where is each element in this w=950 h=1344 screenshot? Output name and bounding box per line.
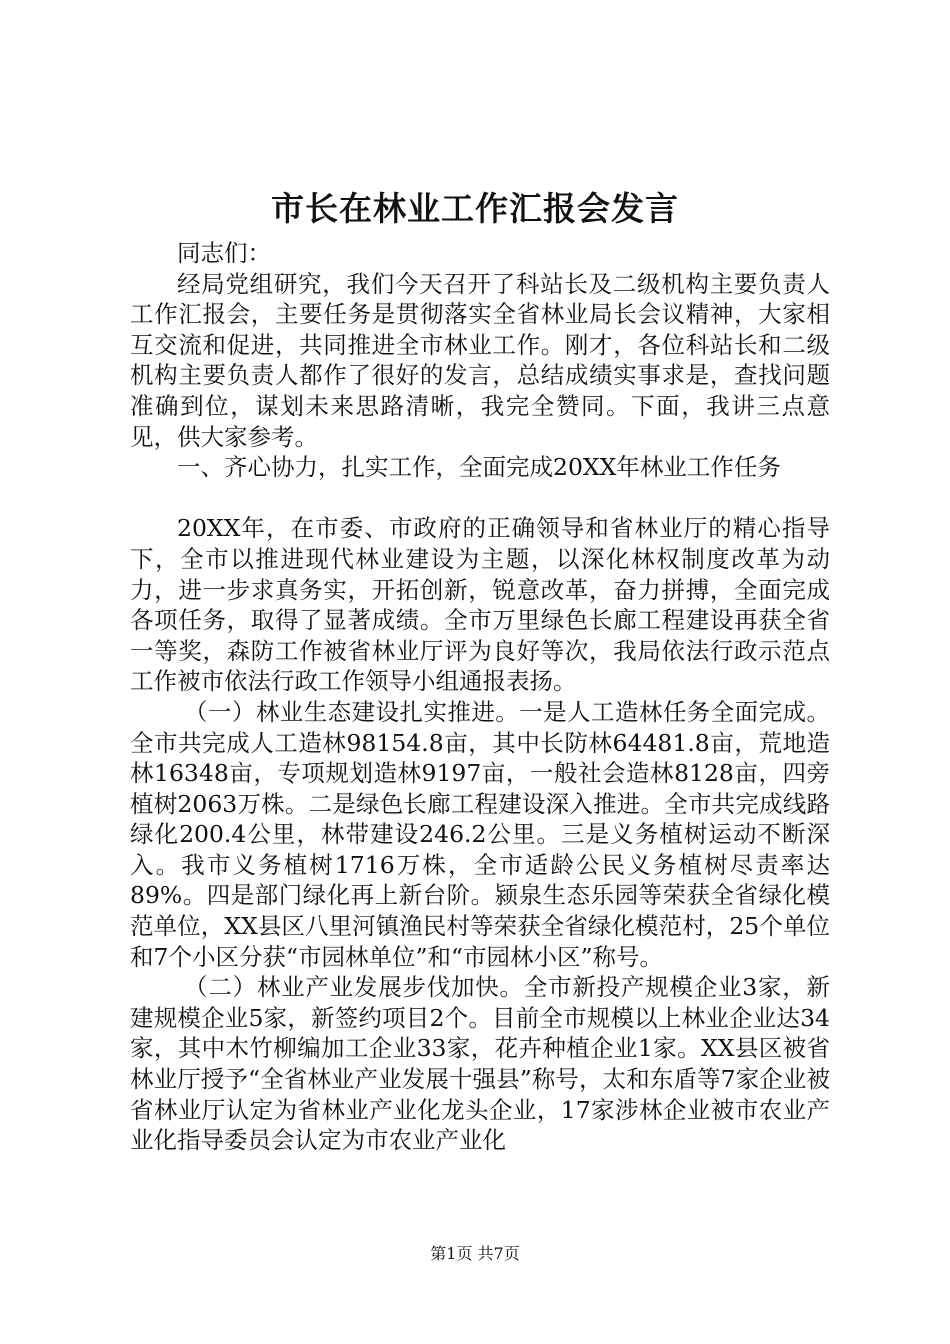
section-heading-1: 一、齐心协力，扎实工作，全面完成20XX年林业工作任务 bbox=[177, 453, 781, 482]
page-number: 第1页 共7页 bbox=[430, 1244, 520, 1263]
document-body bbox=[130, 238, 830, 1156]
paragraph-summary: 20XX年，在市委、市政府的正确领导和省林业厅的精心指导下，全市以推进现代林业建设为主题，以深化林权制度改革为动力，进一步求真务实，开拓创新，锐意改革，奋力拼搏，全面完成各项任务，取得了显著成绩。全市万里绿色长廊工程建设再获全省一等奖，森防工作被省林业厅评为良好等次，我局依法行政示范点工作被市依法行政工作领导小组通报表扬。 bbox=[130, 514, 830, 696]
paragraph-intro: 经局党组研究，我们今天召开了科站长及二级机构主要负责人工作汇报会，主要任务是贯彻落实全省林业局长会议精神，大家相互交流和促进，共同推进全市林业工作。刚才，各位科站长和二级机构主要负责人都作了很好的发言，总结成绩实事求是，查找问题准确到位，谋划未来思路清晰，我完全赞同。下面，我讲三点意见，供大家参考。 bbox=[130, 269, 830, 451]
blank-line bbox=[130, 483, 830, 514]
paragraph-industry: （二）林业产业发展步伐加快。全市新投产规模企业3家，新建规模企业5家，新签约项目2个。目前全市规模以上林业企业达34家，其中木竹柳编加工企业33家，花卉种植企业1家。XX县区被省林业厅授予“全省林业产业发展十强县”称号，太和东盾等7家企业被省林业厅认定为省林业产业化龙头企业，17家涉林企业被市农业产业化指导委员会认定为市农业产业化 bbox=[130, 973, 830, 1155]
paragraph-ecology: （一）林业生态建设扎实推进。一是人工造林任务全面完成。全市共完成人工造林98154.8亩，其中长防林64481.8亩，荒地造林16348亩，专项规划造林9197亩，一般社会造林8128亩，四旁植树2063万株。二是绿色长廊工程建设深入推进。全市共完成线路绿化200.4公里，林带建设246.2公里。三是义务植树运动不断深入。我市义务植树1716万株，全市适龄公民义务植树尽责率达89%。四是部门绿化再上新台阶。颍泉生态乐园等荣获全省绿化模范单位，XX县区八里河镇渔民村等荣获全省绿化模范村，25个单位和7个小区分获“市园林单位”和“市园林小区”称号。 bbox=[130, 697, 830, 971]
document-title: 市长在林业工作汇报会发言 bbox=[271, 189, 679, 228]
salutation: 同志们： bbox=[177, 239, 271, 267]
